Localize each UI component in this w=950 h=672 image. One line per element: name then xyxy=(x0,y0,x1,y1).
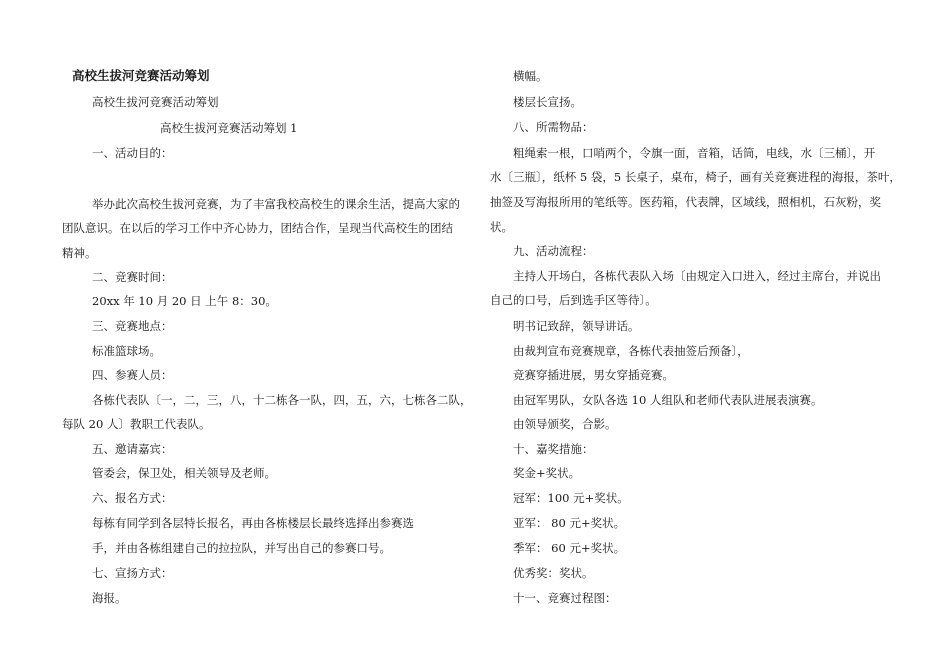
flow-text: 主持人开场白，各栋代表队入场〔由规定入口进入，经过主席台，并说出 xyxy=(513,269,881,283)
flow-text: 自己的口号，后到选手区等待〕。 xyxy=(490,293,657,307)
flow-text: 明书记致辞，领导讲话。 xyxy=(513,319,640,333)
signup-text: 手，并由各栋组建自己的拉拉队，并写出自己的参赛口号。 xyxy=(92,541,391,555)
section-heading-time: 二、竞赛时间： xyxy=(92,270,173,284)
award-text: 亚军： 80 元+奖状。 xyxy=(513,516,626,530)
purpose-text: 举办此次高校生拔河竞赛，为了丰富我校高校生的课余生活，提高大家的 xyxy=(92,197,460,211)
section-heading-purpose: 一、活动目的： xyxy=(92,146,173,160)
award-text: 季军： 60 元+奖状。 xyxy=(513,541,626,555)
place-text: 标准篮球场。 xyxy=(92,344,161,358)
section-heading-guests: 五、邀请嘉宾： xyxy=(92,442,173,456)
signup-text: 每栋有同学到各层特长报名，再由各栋楼层长最终选择出参赛选 xyxy=(92,516,414,530)
subtitle: 高校生拔河竞赛活动筹划 xyxy=(92,95,219,109)
section-heading-participants: 四、参赛人员： xyxy=(92,368,173,382)
flow-text: 竞赛穿插进展，男女穿插竞赛。 xyxy=(513,368,674,382)
section-heading-place: 三、竞赛地点： xyxy=(92,319,173,333)
promo-text: 海报。 xyxy=(92,591,127,605)
document-title: 高校生拔河竞赛活动筹划 xyxy=(72,68,210,83)
items-text: 粗绳索一根，口哨两个，令旗一面，音箱，话筒，电线，水〔三桶〕，开 xyxy=(513,146,876,160)
purpose-text: 团队意识。在以后的学习工作中齐心协力，团结合作，呈现当代高校生的团结 xyxy=(62,221,453,235)
award-text: 优秀奖：奖状。 xyxy=(513,566,594,580)
section-heading-flow: 九、活动流程： xyxy=(513,244,594,258)
promo-text: 楼层长宣扬。 xyxy=(513,95,582,109)
participants-text: 每队 20 人〕教职工代表队。 xyxy=(62,417,211,431)
award-text: 奖金+奖状。 xyxy=(513,466,581,480)
flow-text: 由冠军男队，女队各选 10 人组队和老师代表队进展表演赛。 xyxy=(513,393,823,407)
items-text: 抽签及写海报所用的笔纸等。医药箱，代表牌，区域线，照相机，石灰粉，奖 xyxy=(490,195,881,209)
guests-text: 管委会，保卫处，相关领导及老师。 xyxy=(92,466,276,480)
items-text: 水〔三瓶〕，纸杯 5 袋，5 长桌子，桌布，椅子，画有关竞赛进程的海报，茶叶， xyxy=(490,170,901,184)
award-text: 冠军：100 元+奖状。 xyxy=(513,491,629,505)
section-heading-items: 八、所需物品： xyxy=(513,120,594,134)
participants-text: 各栋代表队〔一，二，三，八，十二栋各一队，四，五，六，七栋各二队， xyxy=(92,393,472,407)
flow-text: 由领导颁奖，合影。 xyxy=(513,417,617,431)
promo-text: 横幅。 xyxy=(513,69,548,83)
flow-text: 由裁判宣布竞赛规章，各栋代表抽签后预备〕， xyxy=(513,344,749,358)
section-heading-promo: 七、宣扬方式： xyxy=(92,566,173,580)
plan-heading: 高校生拔河竞赛活动筹划 1 xyxy=(160,121,298,135)
purpose-text: 精神。 xyxy=(62,246,97,260)
items-text: 状。 xyxy=(490,220,513,234)
section-heading-awards: 十、嘉奖措施： xyxy=(513,442,594,456)
section-heading-process: 十一、竞赛过程图： xyxy=(513,591,617,605)
time-text: 20xx 年 10 月 20 日 上午 8：30。 xyxy=(92,294,277,308)
section-heading-signup: 六、报名方式： xyxy=(92,491,173,505)
